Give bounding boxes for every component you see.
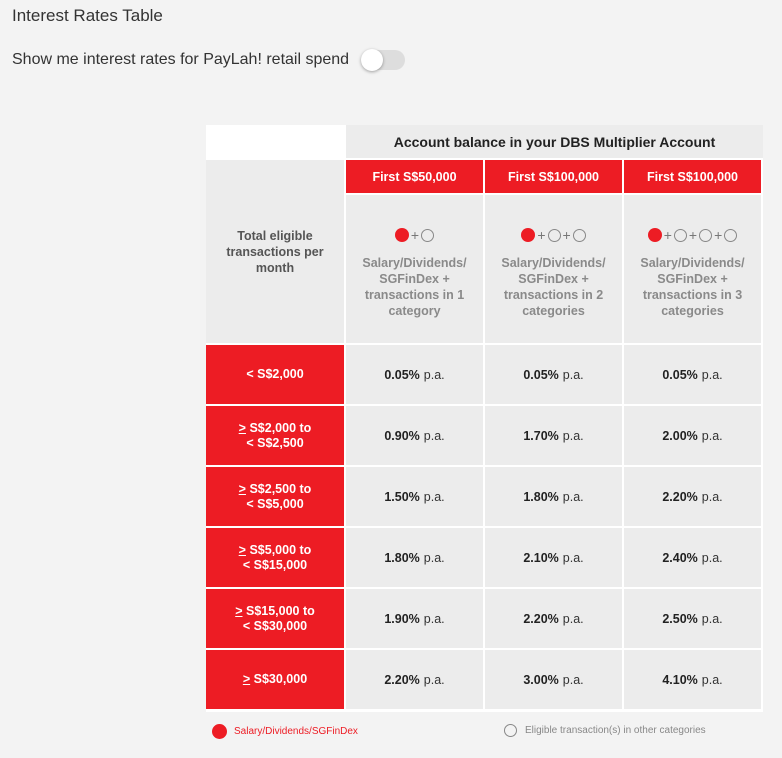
category-cell-1	[346, 195, 483, 343]
spend-tier-line2: < S$5,000	[246, 496, 304, 511]
category-cell-2	[485, 195, 622, 343]
rate-suffix: p.a.	[423, 367, 445, 382]
rate-cell	[624, 467, 761, 526]
rate-value: 2.40%	[662, 550, 698, 565]
spend-tier-line1-text: S$2,500 to	[245, 481, 312, 496]
spend-tier-line2: < S$2,500	[246, 435, 304, 450]
red-dot-icon	[212, 724, 227, 739]
salary-dot-icon	[521, 228, 535, 242]
account-balance-header: Account balance in your DBS Multiplier Account	[346, 125, 763, 158]
spend-tier-2	[206, 406, 344, 465]
page-title: Interest Rates Table	[12, 6, 163, 25]
rate-cell	[346, 467, 483, 526]
spend-tier-line1	[246, 367, 303, 382]
spend-tier-prefix: >	[238, 481, 246, 496]
rate-value: 1.50%	[384, 489, 420, 504]
rate-value: 1.70%	[523, 428, 559, 443]
legend-salary-label: Salary/Dividends/SGFinDex	[234, 726, 358, 737]
rate-cell	[485, 589, 622, 648]
rate-cell	[346, 528, 483, 587]
rate-value: 3.00%	[523, 672, 559, 687]
category-circle-icon	[421, 229, 434, 242]
category-icons	[648, 227, 738, 243]
category-icons	[521, 227, 585, 243]
rate-suffix: p.a.	[562, 672, 584, 687]
spend-tier-line1-text: S$30,000	[250, 672, 308, 686]
tier-header-3: First S$100,000	[624, 160, 761, 193]
rate-suffix: p.a.	[423, 550, 445, 565]
spend-tier-1	[206, 345, 344, 404]
paylah-toggle-label: Show me interest rates for PayLah! retail spend	[12, 51, 350, 68]
rate-value: 2.20%	[384, 672, 420, 687]
rate-value: 0.05%	[523, 367, 559, 382]
rate-value: 0.90%	[384, 428, 420, 443]
rate-suffix: p.a.	[701, 672, 723, 687]
category-circle-icon	[548, 229, 561, 242]
tier-header-2: First S$100,000	[485, 160, 622, 193]
rate-value: 2.20%	[662, 489, 698, 504]
category-circle-icon	[573, 229, 586, 242]
rate-value: 1.80%	[523, 489, 559, 504]
spend-tier-line1	[243, 672, 307, 687]
paylah-toggle-switch[interactable]	[361, 50, 405, 70]
rate-suffix: p.a.	[562, 367, 584, 382]
rate-suffix: p.a.	[423, 489, 445, 504]
rate-value: 2.20%	[523, 611, 559, 626]
rate-value: 1.80%	[384, 550, 420, 565]
salary-dot-icon	[395, 228, 409, 242]
category-icons	[395, 227, 434, 243]
spend-tier-line1-text: S$2,000 to	[245, 420, 312, 435]
empty-circle-icon	[504, 724, 517, 737]
rate-cell	[346, 345, 483, 404]
rate-value: 1.90%	[384, 611, 420, 626]
plus-symbol: +	[714, 227, 723, 243]
spend-tier-4	[206, 528, 344, 587]
rate-suffix: p.a.	[701, 550, 723, 565]
rate-value: 2.50%	[662, 611, 698, 626]
rate-cell	[346, 589, 483, 648]
spend-tier-line2: < S$30,000	[242, 618, 308, 633]
rate-suffix: p.a.	[562, 428, 584, 443]
rate-cell	[485, 650, 622, 709]
rate-value: 2.00%	[662, 428, 698, 443]
rate-cell	[624, 589, 761, 648]
rate-value: 0.05%	[384, 367, 420, 382]
rate-suffix: p.a.	[423, 428, 445, 443]
spend-tier-line1-text: S$5,000 to	[245, 542, 312, 557]
spend-tier-line1-text: S$15,000 to	[242, 603, 315, 618]
category-cell-3	[624, 195, 761, 343]
spend-tier-line1	[239, 421, 312, 436]
rate-suffix: p.a.	[701, 428, 723, 443]
spend-tier-prefix: >	[238, 542, 246, 557]
rate-suffix: p.a.	[423, 611, 445, 626]
category-description: Salary/Dividends/ SGFinDex + transactions in 3 categories	[640, 256, 745, 318]
rate-cell	[624, 528, 761, 587]
rate-value: 4.10%	[662, 672, 698, 687]
spend-tier-6	[206, 650, 344, 709]
spend-tier-5	[206, 589, 344, 648]
spend-tier-3	[206, 467, 344, 526]
row-header-label	[206, 160, 344, 343]
spend-tier-line1	[235, 604, 315, 619]
spend-tier-prefix: >	[242, 672, 251, 686]
spend-tier-prefix: >	[238, 420, 246, 435]
plus-symbol: +	[537, 227, 546, 243]
rate-suffix: p.a.	[701, 611, 723, 626]
category-circle-icon	[724, 229, 737, 242]
rate-cell	[485, 345, 622, 404]
tier-header-1: First S$50,000	[346, 160, 483, 193]
rate-cell	[624, 650, 761, 709]
rate-suffix: p.a.	[701, 489, 723, 504]
legend-other-label: Eligible transaction(s) in other categories	[525, 725, 706, 736]
plus-symbol: +	[663, 227, 672, 243]
paylah-toggle-row	[12, 50, 405, 70]
rate-cell	[346, 650, 483, 709]
interest-rates-table	[206, 125, 763, 712]
rate-value: 2.10%	[523, 550, 559, 565]
row-header-label-text: Total eligible transactions per month	[226, 228, 324, 275]
rate-cell	[485, 528, 622, 587]
category-description: Salary/Dividends/ SGFinDex + transactions in 1 category	[362, 256, 467, 318]
spend-tier-line1-text: < S$2,000	[246, 367, 304, 381]
rate-cell	[485, 467, 622, 526]
spend-tier-prefix: >	[235, 603, 243, 618]
plus-symbol: +	[562, 227, 571, 243]
category-description: Salary/Dividends/ SGFinDex + transactions in 2 categories	[501, 256, 606, 318]
rate-suffix: p.a.	[701, 367, 723, 382]
rate-cell	[346, 406, 483, 465]
legend-other	[504, 724, 706, 737]
plus-symbol: +	[410, 227, 420, 243]
legend-salary	[212, 724, 358, 739]
rate-suffix: p.a.	[423, 672, 445, 687]
rate-suffix: p.a.	[562, 550, 584, 565]
spend-tier-line2: < S$15,000	[242, 557, 308, 572]
toggle-knob[interactable]	[361, 49, 383, 71]
category-circle-icon	[674, 229, 687, 242]
rate-cell	[485, 406, 622, 465]
rate-suffix: p.a.	[562, 489, 584, 504]
plus-symbol: +	[688, 227, 698, 243]
category-circle-icon	[699, 229, 712, 242]
spend-tier-line1	[239, 482, 312, 497]
rate-cell	[624, 345, 761, 404]
rate-suffix: p.a.	[562, 611, 584, 626]
rate-cell	[624, 406, 761, 465]
spend-tier-line1	[239, 543, 312, 558]
salary-dot-icon	[648, 228, 662, 242]
rate-value: 0.05%	[662, 367, 698, 382]
